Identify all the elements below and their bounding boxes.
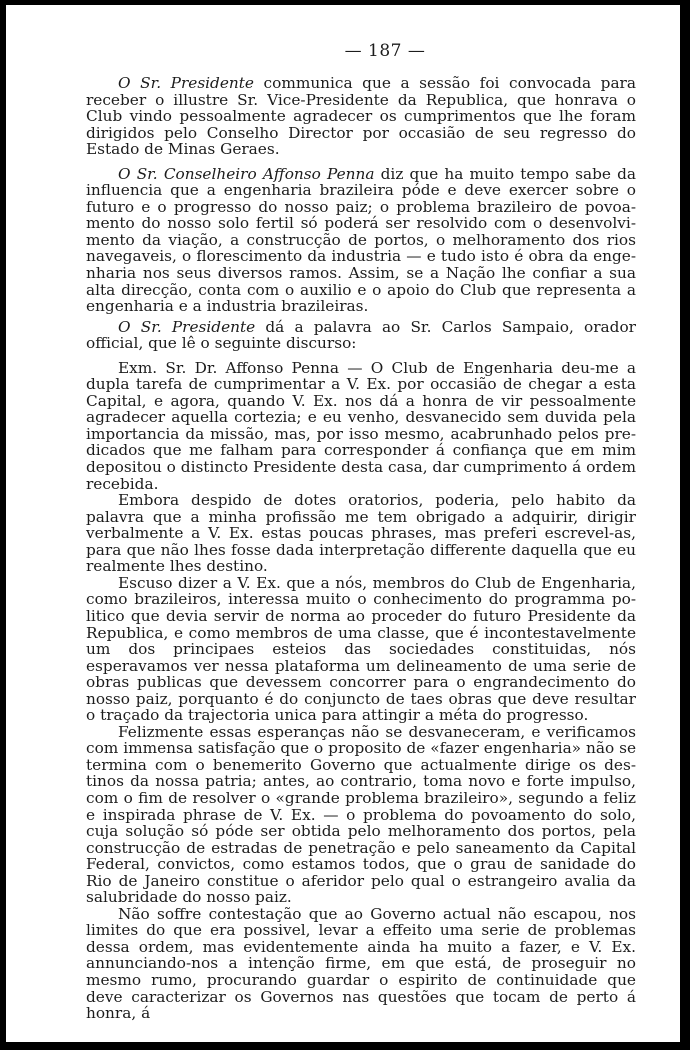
document-page	[6, 5, 680, 1042]
paragraph-affonso-penna-reply	[86, 166, 636, 315]
paragraph-speech-hopes	[86, 724, 636, 906]
speaker-name: O Sr. Presidente	[118, 74, 254, 92]
paragraph-text: Embora despido de dotes oratorios, poderia, pelo habito da palavra que a minha profissão me tem obrigado a adquirir, dirigir verbalmente a V. Ex. estas poucas phrases, mas preferi escrevel-as, para que não lhes fosse dada interpretação differente daquella que eu realmente lhes destino.	[86, 491, 636, 576]
paragraph-text: diz que ha muito tempo sabe da influencia que a engenharia brazileira póde e deve exercer sobre o futuro e o progresso do nosso paiz; o problema brazileiro de povoamento do nosso solo fertil só poderá ser resolvido com o desenvolvimento da viação, a construcção de portos, o melhoramento dos rios navegaveis, o florescimento da industria — e tudo isto é obra da engenharia nos seus diversos ramos. Assim, se a Nação lhe confiar a sua alta direcção, conta com o auxilio e o apoio do Club que representa a engenharia e a industria brazileiras.	[86, 164, 636, 316]
speaker-name: O Sr. Presidente	[118, 317, 256, 336]
paragraph-speech-opening	[86, 360, 636, 492]
speaker-name: O Sr. Conselheiro Affonso Penna	[118, 164, 375, 183]
paragraph-president-announcement	[86, 75, 636, 158]
paragraph-president-gives-floor	[86, 319, 636, 352]
paragraph-text: Felizmente essas esperanças não se desvaneceram, e verificamos com immensa satisfação que o proposito de «fazer engenharia» não se termina com o benemerito Governo que actualmente dirige os destinos da nossa patria; antes, ao contrario, toma novo e forte impulso, com o fim de resolver o «grande problema brazileiro», segundo a feliz e inspirada phrase de V. Ex. — o problema do povoamento do solo, cuja solução só póde ser obtida pelo melhoramento dos portos, pela construcção de estradas de penetração e pelo saneamento da Capital Federal, convictos, como estamos todos, que o grau de sanidade do Rio de Janeiro constitue o aferidor pelo qual o estrangeiro avalia da salubridade do nosso paiz.	[86, 722, 636, 907]
paragraph-text: dá a palavra ao Sr. Carlos Sampaio, orador official, que lê o seguinte discurso:	[86, 317, 636, 353]
paragraph-speech-program	[86, 575, 636, 724]
paragraph-text: Não soffre contestação que ao Governo actual não escapou, nos limites do que era possivel, levar a effeito uma serie de problemas dessa ordem, mas evidentemente ainda ha muito a fazer, e V. Ex. annunciando-nos a intenção firme, em que está, de proseguir no mesmo rumo, procurando guardar o espirito de continuidade que deve caracterizar os Governos nas questões que tocam de perto á honra, á	[86, 904, 636, 1023]
page-number: — 187 —	[344, 41, 426, 61]
paragraph-text: Exm. Sr. Dr. Affonso Penna — O Club de Engenharia deu-me a dupla tarefa de cumprimentar a V. Ex. por occasião de chegar a esta Capital, e agora, quando V. Ex. nos dá a honra de vir pessoalmente agradecer aquella cortezia; e eu venho, desvanecido sem duvida pela importancia da missão, mas, por isso mesmo, acabrunhado pelos predicados que me falham para corresponder á confiança que em mim depositou o distincto Presidente desta casa, dar cumprimento á ordem recebida.	[86, 358, 636, 493]
paragraph-text: Escuso dizer a V. Ex. que a nós, membros do Club de Engenharia, como brazileiros, interessa muito o conhecimento do programma politico que devia servir de norma ao proceder do futuro Presidente da Republica, e como membros de uma classe, que é incontestavelmente um dos principaes esteios das sociedades constituidas, nós esperavamos ver nessa plataforma um delineamento de uma serie de obras publicas que devessem concorrer para o engrandecimento do nosso paiz, porquanto é do conjuncto de taes obras que deve resultar o traçado da trajectoria unica para attingir a méta do progresso.	[86, 573, 636, 725]
paragraph-text: communica que a sessão foi convocada para receber o illustre Sr. Vice-Presidente da Republica, que honrava o Club vindo pessoalmente agradecer os cumprimentos que lhe foram dirigidos pelo Conselho Director por occasião de seu regresso do Estado de Minas Geraes.	[86, 74, 636, 159]
paragraph-speech-oratory	[86, 492, 636, 575]
paragraph-speech-government	[86, 906, 636, 1022]
